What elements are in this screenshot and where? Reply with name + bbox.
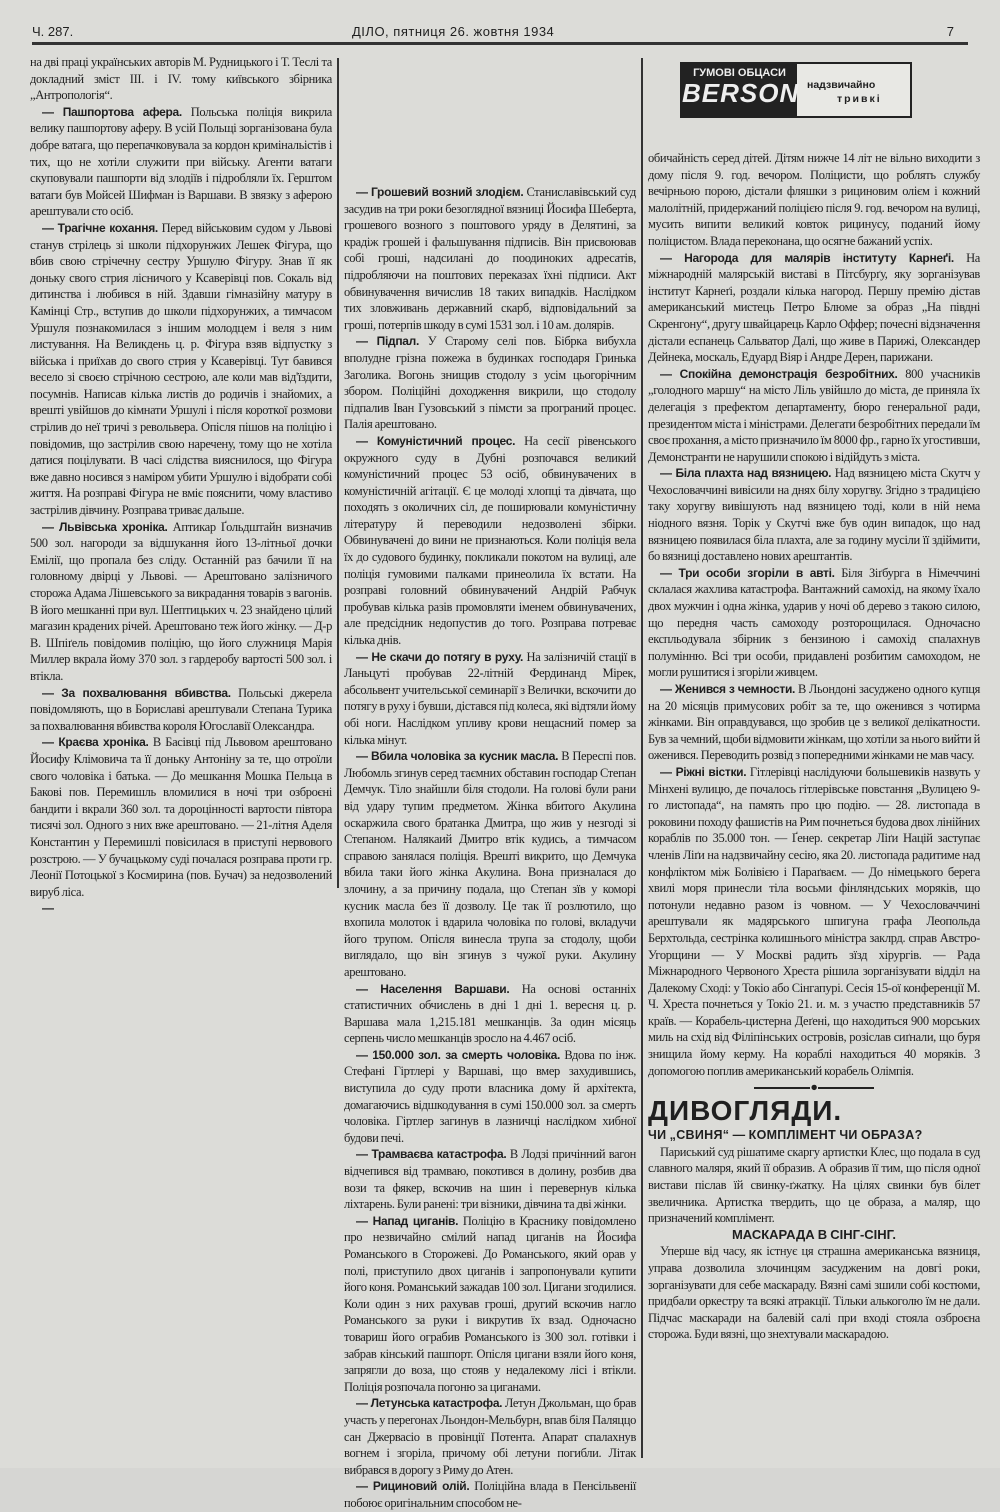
news-item [30, 54, 332, 104]
news-item [30, 900, 332, 917]
news-text: У Старому селі пов. Бібрка вибухла вполудне грізна пожежа в будинках господаря Гринька Заголика. Вогонь знищив стодолу з усім цьогорічним збором. Поліційні доходження викрили, що стодолу підпалив Іван Гузовський з пімсти за програний процес. Палія арештовано. [344, 334, 637, 432]
news-text: На основі останніх статистичних обчислень в дні 1 дні 1. вересня ц. р. Варшава мала 1,215.181 мешканців. За один місяць серпень число мешканців зросло на 4.467 осіб. [344, 981, 636, 1046]
column-3 [648, 150, 980, 1343]
news-headline: — Спокійна демонстрація безробітних. [660, 366, 898, 381]
news-headline: — Ріжні вістки. [660, 764, 747, 779]
news-text: В Переспі пов. Любомль згинув серед таємних обставин господар Степан Демчук. Тіло знайшли біля стодоли. На голові були рани від удару тупим предметом. Жінка вбитого Акулина оскаржила свого братанка Дмитра, що жив у незгоді зі Степаном. Налякаий Дмитро втік кудись, а тимчасом справою занялася поліція. Врешті викрито, що Демчука вбила таки його жінка Акулина. Вона призналася до злочину, а за причину подала, що Степан зїв у коморі кусник масла без її дозволу. Це так її розлютило, що вхопила молоток і вдарила чоловіка по голові, вкладучи його трупом. Опісля винесла трупа за стодолу, щоби виглядало, що він згинув з чужої руки. Акулину арештовано. [344, 749, 636, 979]
news-headline: — Вбила чоловіка за кусник масла. [356, 749, 559, 764]
header-rule [32, 42, 968, 45]
news-item [30, 104, 332, 220]
news-item [344, 1146, 636, 1212]
news-headline: — Підпал. [356, 334, 420, 349]
news-text: На залізничій стації в Ланьцуті пробував 22-літній Фердинанд Мірек, абсольвент учительської семинарії з Велички, вскочити до потягу в руху і бувши, дістався під колеса, які відтяли йому обі ноги. Наслідком упливу крови нещасний помер за кілька мінут. [344, 649, 636, 747]
news-text: 800 учасників „голодного маршу“ на місто Ліль увійшло до міста, де приняла їх делегація з префектом департаменту, бюро генеральної ради, президентом міста і міністрами. Делегати безробітних передали їм своє прохання, а місто призначило їм 8000 фр., гарно їх угостивши, Демонстранти не нарушили спокою і відійдуть з міста. [648, 366, 981, 464]
ad-text: тривкі [837, 93, 882, 105]
news-item [344, 433, 636, 649]
masthead-date: ДІЛО, пятниця 26. жовтня 1934 [352, 24, 555, 39]
news-text: Вдова по інж. Стефані Гіртлері у Варшаві, що вмер захудившись, виступила до суду проти власника дому й архітекта, домагаючись відшкодування в сумі 150.000 зол. за смерть чоловіка. Гіртлер загинув в лазничці наслідком хибної будови печі. [344, 1047, 637, 1145]
section-divider: ● [648, 1081, 980, 1093]
news-text: Польські джерела повідомляють, що в Бориславі арештували Степана Турика за похвалювання вбивства короля Югославії Олександра. [30, 685, 332, 733]
news-item [30, 220, 332, 519]
news-item [344, 1478, 636, 1511]
news-headline: — Рициновий олій. [356, 1479, 470, 1494]
news-item [344, 184, 636, 333]
article-headline: ЧИ „СВИНЯ“ — КОМПЛІМЕНТ ЧИ ОБРАЗА? [648, 1128, 923, 1143]
news-item [648, 150, 980, 250]
news-item [344, 333, 636, 433]
news-headline: — Львівська хроніка. [42, 519, 168, 534]
news-item [344, 1213, 636, 1396]
page-header [32, 20, 968, 42]
news-headline: — Трамваєва катастрофа. [356, 1147, 507, 1162]
news-text: В Басівці під Львовом арештовано Йосифу Клімовича та її доньку Антоніну за те, що отроїли свого чоловіка і батька. — До мешкання Мошка Пельца в Бакові пов. Перемишль вломилися в ночі три озброєні бандити і вкрали 360 зол. та дороцінності вартости півтора тисячі зол. Одного з них вже арештовано. — 21-літня Аделя Константин у Перемишлі повісилася в приступі нервового розстрою. — У бучацькому суді почалася розправа проти гр. Леонії Потоцької з Космирина (пов. Бучач) за недозволений вируб ліса. [30, 735, 332, 899]
news-headline: — Женився з чемности. [660, 682, 796, 696]
page-number: 7 [946, 24, 954, 39]
article-text: Париський суд рішатиме скаргу артистки Клес, що подала в суд славного маляря, який її образив. А образив її тим, що після одної вистави післав їй свинку-ґжатку. На цілях свинки був білет звеличника. Артистка твердить, що це образа, а маляр, що призначений комплімент. [648, 1144, 980, 1226]
article-headline: МАСКАРАДА В СІНГ-СІНГ. [731, 1226, 897, 1242]
news-headline: — Біла плахта над вязницею. [660, 466, 832, 481]
news-text: Станиславівський суд засудив на три роки безоглядної вязниці Йосифа Шеберта, грошевого возного з поштового уряду в Делятині, за крадіж грошей і фальшування підписів. Він присвоював собі гроші, надсилані до поодиноких адресатів, підробляючи на поштових переказах їхні підписи. Акт обвинувачення вичислив 18 таких випадків. Наслідком тих зловживань державний скарб, відповідальний за гроші, потерпів шкоду в сумі 1531 зол. і 10 ам. долярів. [344, 185, 636, 332]
news-headline: — Краєва хроніка. [42, 735, 149, 750]
news-headline: — [42, 901, 54, 916]
news-text: На сесії рівенського окружного суду в Дубні розпочався великий комуністичний процес 53 осіб, обвинувачених в комуністичній агітації. Є це молоді хлопці та дівчата, що походять з околичних сіл, де поширювали комуністичну літературу й переводили недозволені збірки. Обвинувачені до вини не признаються. Коли поліція вела їх до судового будинку, покликали покотом на вулиці, але поліція гумовими палками принеолила їх встати. На розправі головний обвинувачений Андрій Рабчук пробував кілька разів промовляти іменем обвинувачених, але предсідник недопустив до того. Розправа потреває кілька днів. [344, 433, 637, 648]
news-item [648, 465, 980, 565]
news-headline: — Пашпортова афера. [42, 104, 182, 119]
news-item [648, 764, 980, 1079]
news-item [648, 366, 980, 466]
news-item [344, 1395, 636, 1478]
news-text: В Лодзі причінний вагон відчепився від трамваю, покотився в долину, розбив два вози та фякер, вскочив на шин і перевернув кілька ліхтарень. Були ранені: три візники, дівчина та дві жінки. [344, 1147, 636, 1212]
news-text: Біля Зіґбурга в Німеччині склалася жахлива катастрофа. Вантажний самохід, на якому їхало двох мужчин і одна жінка, ударив у ночі об дерево з такою силою, що передня часть самоходу розторощилася. Одночасно експльодувала збірник з бензиною і самохід спалахнув полумінню. Всі три особи, придавлені розбитим самоходом, не могли рушитися і згоріли живцем. [648, 565, 980, 680]
news-text: Польська поліція викрила велику пашпортову аферу. В усій Польщі зорганізована була добре ватага, що перепачковувала за кордон кримінальістів і тих, що не хотіли служити при війську. Агенти ватаги скуповували пашпорти від злодіїв і підробляли їх. Герштом ватаги був Мойсей Шифман із Варшави. В звязку з аферою арештували сто осіб. [30, 104, 332, 219]
news-item [344, 1047, 636, 1147]
news-item [648, 565, 980, 681]
ad-text: надзвичайно [807, 79, 876, 91]
news-text: Над вязницею міста Скутч у Чехословаччині вивісили на днях білу хоругву. Згідно з традицією таку хоругву вивішують над вязницею тоді, коли в ній нема ніодного вязня. Торік у Скутчі вже був один випадок, що над вязницею появилася біла плахта, але за годину мусіли її здіймити, бо вязниці доставлено нових арештантів. [648, 466, 981, 564]
ad-brand-logo: BERSON [682, 78, 800, 108]
news-item [30, 519, 332, 685]
column-1 [30, 54, 332, 917]
news-item [648, 250, 980, 366]
news-text: В Льондоні засуджено одного купця на 20 місяців примусових робіт за те, що оженився з чотирма жінками. Він оправдувався, що зробив це з великої делікатности. Був за чемний, щоби відмовити жінкам, що хотіли за нього вийти й оженився. Переводить розвід з попередними жінками не мав часу. [648, 682, 980, 763]
news-headline: — Населення Варшави. [356, 981, 510, 996]
news-item [344, 748, 636, 980]
news-text: Поліцію в Краснику повідомлено про незвичайно смілий напад циганів на Йосифа Романського в Сторожеві. До Романського, який орав у полі, приступило двох циганів і запропонували купити його коня. Романський зажадав 100 зол. Цигани згодилися. Коли один з них рахував гроші, другий вскочив нагло Романського за руки і викрутив їх взад. Одночасно товариш його ограбив Романського із 300 зол. готівки і забрав кінський пашпорт. Опісля цигани взяли його коня, запрягли до воза, що стояв у недалекому лісі і втікли. Поліція розпочала погоню за циганами. [344, 1213, 636, 1394]
article-text: Уперше від часу, як істнує ця страшна американська вязниця, управа дозволила злочинцям засудженим на довгі роки, зорганізувати для себе маскараду. Вязні самі зшили собі костюми, придбали оркестру та всякі атракції. Тільки алькоголю їм не дали. Підчас маскаради на балевій салі при вході стояла озброєна сторожа. Буди вязні, що знехтували маскарадою. [648, 1244, 980, 1342]
column-divider [641, 58, 643, 1458]
news-headline: — За похвалювання вбивства. [42, 685, 231, 700]
news-headline: — Трагічне кохання. [42, 220, 158, 235]
news-headline: — Летунська катастрофа. [356, 1396, 503, 1411]
news-headline: — Напад циганів. [356, 1213, 459, 1228]
news-text: Перед військовим судом у Львові станув стрілець зі школи підхорунжих Лешек Фігура, що вбив свою стрічечну сестру Уршулю Фігуру. Знав її як доньку свого стрия лісничого у Ксаверівці пов. Сокаль від дитинства і любився в ній. Здавши гімназійну матуру в Камінці Стр., вступив до школи підхорунжих, а тимчасом Уршуля познакомилася з іншим молодцем і веля з ним листування. На Великдень ц. р. Фігура взяв відпустку з війська і приїхав до свого стрия у Ксаверівці. Тут бавився весело зі своєю стрічною сестрою, але коли мав від'їздити, посумнів. Написав кілька листів до родичів і знайомих, а врешті увійшов до кімнати Уршулі і після короткої розмови стрілив до неї тричі з револьвера. Опісля пішов на поліцію і повідомив, що застрілив свою наречену, тому що не хотіла датися поцілувати. В часі слідства вияснилося, що Фігура вже давно носився з наміром убити Уршулю і відобрати собі життя. На розправі Фігура не вміє пояснити, чому властиво застрілив дівчину. Розправа триває дальше. [30, 220, 332, 518]
news-headline: — Не скачи до потягу в руху. [356, 649, 524, 664]
news-item [344, 649, 636, 749]
news-text: обичайність серед дітей. Дітям нижче 14 літ не вільно виходити з дому після 9. год. вечором. Поліцисти, що роблять службу вечірньою порою, дістали фляшки з рициновим олієм і кожний малолітній, придержаний поліцією після 9. год. вечором на вулиці, мусить випити великий ковток рицинусу, поданий йому поліцистом. Влада переконана, що осягне бажаний успіх. [648, 151, 980, 248]
news-text: На міжнародній малярській виставі в Пітсбурґу, яку зорганізував інститут Карнеґі, роздали кілька нагород. Першу премію дістав американський мистець Петро Блюме за образ „На півдні Скренгону“, другу швайцарець Карло Оффер; почесні відзначення дістали еспанець Сальватор Далі, що живе в Парижі, Олександер Дейнека, москаль, Едуард Віяр і Андре Дерен, парижани. [648, 250, 980, 365]
berson-advertisement [680, 62, 912, 118]
column-2 [344, 184, 636, 1512]
news-text: Поліційна влада в Пенсільвенії побоює оригінальним способом не- [344, 1479, 636, 1510]
news-item [30, 734, 332, 900]
news-text: Аптикар Ґольдштайн визначив 500 зол. нагороди за відшукання його 13-літньої дочки Емілії, що пропала без сліду. Останній раз бачили її на головному двірці у Львові. — Арештовано залізничого сторожа Адама Лішевського за викрадання товарів з вагонів. В його мешканні при вул. Шептицьких ч. 23 знайдено цілий магазин крадених річей. Арештовано теж його жінку. — Д-р В. Шпіґель повідомив поліцію, що його служниця Марія Миллер вкрала йому 370 зол. з гардеробу вартості 500 зол. і втікла. [30, 519, 332, 683]
news-item [648, 681, 980, 764]
news-text: Гітлерівці наслідуючи большевиків назвуть у Мінхені вулицю, де почалось гітлерівське повстання „Вулицею 9-го листопада“, на память про цю подію. — 28. листопада в роковини походу фашистів на Рим почнеться будова двох лінійних кораблів по 35.000 тон. — Ґенер. секретар Ліґи Націй заступає членів Ліґи на надзвичайну сесію, яка 20. листопада радитиме над конфліктом між Болівією і Параґваєм. — До німецького берега хвилі моря принесли тіла восьми фінляндських моряків, що потонули недавно разом із човном. — У Чехословаччині арештували як мадярського шпигуна графа Леопольда Берхтольда, сестрінка колишнього міністра заклрд. справ Австро-Угорщини — У Москві радить зїзд хірургів. — Рада Міжнародного Червоного Хреста рішила зорганізувати відділ на Далекому Сході: у Токіо або Сінгапурі. Сесія 15-ої конференції М. Ч. Хреста почнеться у Токіо 21. и. м. з участю представників 57 країв. — Корабель-цистерна Деґені, що находиться 900 морських миль на схід від Філіпінських островів, розіслав сиґнали, що буря знищила йому керму. На кораблі находиться 40 моряків. З допомогою поплив американський корабель Олімпія. [648, 764, 980, 1078]
news-headline: — Нагорода для малярів інституту Карнеґі. [660, 250, 954, 265]
news-item [30, 685, 332, 735]
news-headline: — Грошевий возний злодієм. [356, 185, 524, 199]
news-headline: — Три особи згоріли в авті. [660, 565, 835, 580]
news-headline: — 150.000 зол. за смерть чоловіка. [356, 1047, 561, 1062]
ad-tagline: ГУМОВІ ОБЦАСИ [693, 67, 786, 79]
column-divider [337, 58, 339, 888]
news-text: на дві праці українських авторів М. Рудницького і Т. Теслі та докладний зміст III. і IV. тому київського збірника „Антропологія“. [30, 55, 332, 103]
section-title: ДИВОГЛЯДИ. [648, 1095, 843, 1127]
news-item [344, 981, 636, 1047]
issue-number: Ч. 287. [32, 24, 74, 39]
news-text: Летун Джольман, що брав участь у перегонах Льондон-Мельбурн, впав біля Паляццо сан Джервасіо в провінції Потента. Апарат спалахнув вогнем і згоріла, причому обі летуни погибли. Літак вибрався в дорогу з Риму до Атен. [344, 1396, 637, 1477]
news-headline: — Комуністичний процес. [356, 433, 516, 448]
